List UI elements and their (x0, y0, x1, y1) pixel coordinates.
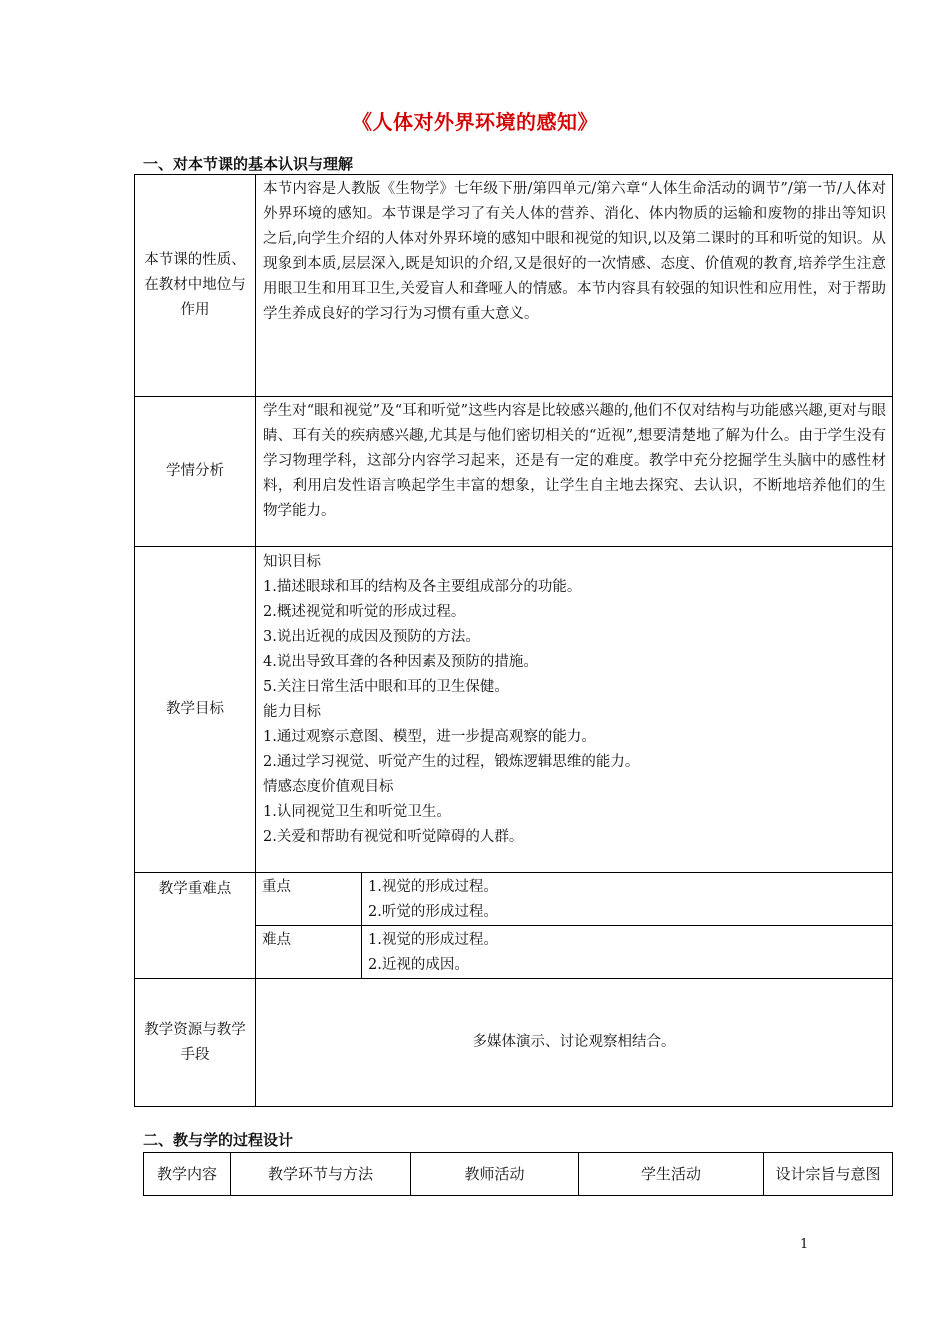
goal-item: 4.说出导致耳聋的各种因素及预防的措施。 (263, 654, 538, 670)
goal-item: 1.通过观察示意图、模型，进一步提高观察的能力。 (263, 729, 596, 745)
goal-item: 3.说出近视的成因及预防的方法。 (263, 629, 480, 645)
lesson-overview-table (134, 174, 893, 1107)
key-point-content (362, 873, 893, 926)
column-header: 教学内容 (144, 1153, 231, 1196)
difficult-point-item: 2.近视的成因。 (368, 957, 469, 973)
row-label-keypoints: 教学重难点 (135, 873, 256, 979)
process-design-table (143, 1152, 893, 1196)
row-goals-list (256, 547, 893, 873)
row-text-analysis: 学生对“眼和视觉”及“耳和听觉”这些内容是比较感兴趣的,他们不仅对结构与功能感兴趣,更对与眼睛、耳有关的疾病感兴趣,尤其是与他们密切相关的“近视”,想要清楚地了解为什么。由于学生没有学习物理学科，这部分内容学习起来，还是有一定的难度。教学中充分挖掘学生头脑中的感性材料，利用启发性语言唤起学生丰富的想象，让学生自主地去探究、去认识，不断地培养他们的生物学能力。 (256, 397, 893, 547)
difficult-point-item: 1.视觉的形成过程。 (368, 932, 498, 948)
goal-item: 1.认同视觉卫生和听觉卫生。 (263, 804, 451, 820)
difficult-point-label: 难点 (256, 926, 362, 979)
key-point-item: 1.视觉的形成过程。 (368, 879, 498, 895)
table-header-row (144, 1153, 893, 1196)
table-row (135, 397, 893, 547)
document-title: 《人体对外界环境的感知》 (352, 110, 598, 134)
goal-item: 2.关爱和帮助有视觉和听觉障碍的人群。 (263, 829, 524, 845)
row-label-resources: 教学资源与教学手段 (135, 979, 256, 1107)
row-label-goals: 教学目标 (135, 547, 256, 873)
goal-item: 5.关注日常生活中眼和耳的卫生保健。 (263, 679, 509, 695)
goals-heading-ability: 能力目标 (263, 704, 321, 720)
goals-heading-attitude: 情感态度价值观目标 (263, 779, 394, 795)
column-header: 教师活动 (411, 1153, 579, 1196)
section-heading-2: 二、教与学的过程设计 (143, 1131, 294, 1149)
row-label-analysis: 学情分析 (135, 397, 256, 547)
goal-item: 1.描述眼球和耳的结构及各主要组成部分的功能。 (263, 579, 582, 595)
column-header: 学生活动 (579, 1153, 764, 1196)
key-point-label: 重点 (256, 873, 362, 926)
column-header: 教学环节与方法 (231, 1153, 411, 1196)
section-heading-1: 一、对本节课的基本认识与理解 (143, 155, 354, 173)
difficult-point-content (362, 926, 893, 979)
table-row (135, 873, 893, 926)
row-label-nature: 本节课的性质、在教材中地位与作用 (135, 175, 256, 397)
goals-heading-knowledge: 知识目标 (263, 554, 321, 570)
column-header: 设计宗旨与意图 (764, 1153, 893, 1196)
goal-item: 2.概述视觉和听觉的形成过程。 (263, 604, 466, 620)
table-row (135, 175, 893, 397)
goal-item: 2.通过学习视觉、听觉产生的过程，锻炼逻辑思维的能力。 (263, 754, 640, 770)
row-text-nature: 本节内容是人教版《生物学》七年级下册/第四单元/第六章“人体生命活动的调节”/第一节/人体对外界环境的感知。本节课是学习了有关人体的营养、消化、体内物质的运输和废物的排出等知识之后,向学生介绍的人体对外界环境的感知中眼和视觉的知识,以及第二课时的耳和听觉的知识。从现象到本质,层层深入,既是知识的介绍,又是很好的一次情感、态度、价值观的教育,培养学生注意用眼卫生和用耳卫生,关爱盲人和聋哑人的情感。本节内容具有较强的知识性和应用性，对于帮助学生养成良好的学习行为习惯有重大意义。 (256, 175, 893, 397)
table-row (135, 547, 893, 873)
key-point-item: 2.听觉的形成过程。 (368, 904, 498, 920)
row-text-resources: 多媒体演示、讨论观察相结合。 (256, 979, 893, 1107)
page-number: 1 (800, 1237, 809, 1252)
table-row (135, 979, 893, 1107)
